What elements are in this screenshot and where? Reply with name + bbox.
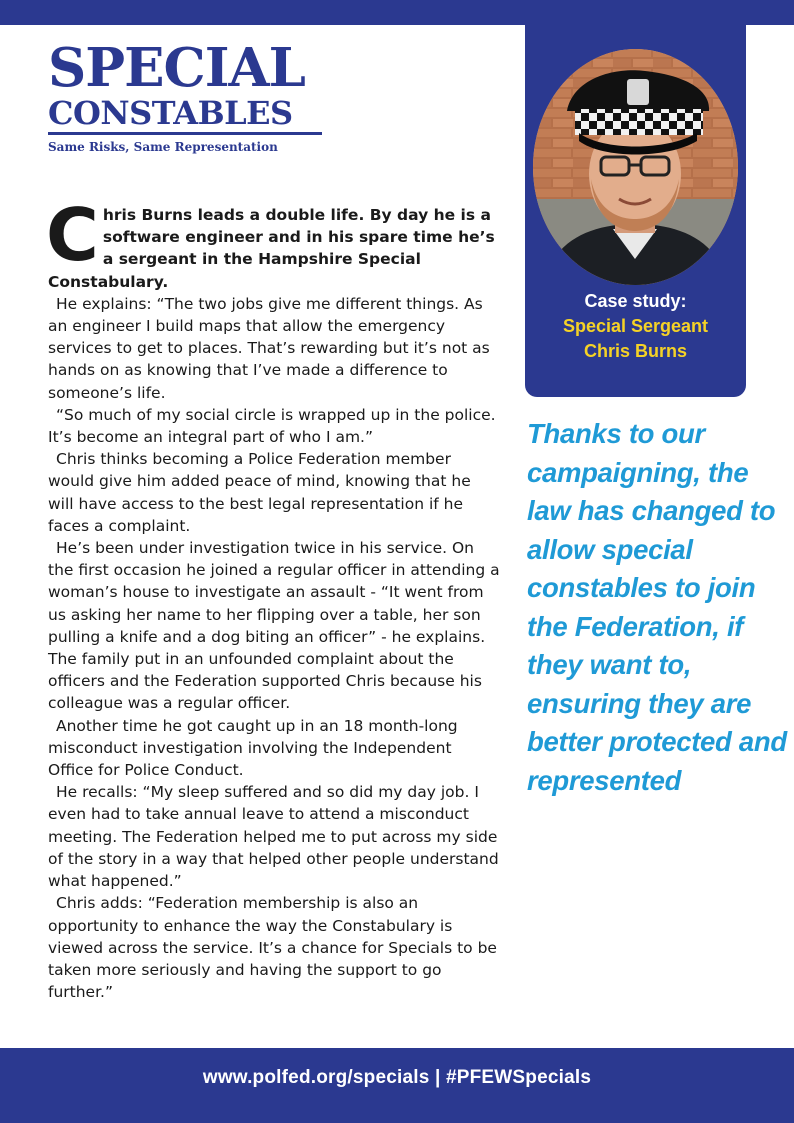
masthead-tagline: Same Risks, Same Representation <box>48 140 278 154</box>
drop-cap: C <box>46 193 99 277</box>
footer-link-text[interactable]: www.polfed.org/specials | #PFEWSpecials <box>202 1067 592 1088</box>
officer-portrait-photo <box>533 49 738 285</box>
article-paragraph: Chris adds: “Federation membership is also an opportunity to enhance the way the Constabulary is viewed across the service. It’s a chance for Specials to be taken more seriously and having the support to go further.” <box>48 894 497 1002</box>
lead-text: hris Burns leads a double life. By day he is a software engineer and in his spare time he’s a sergeant in the Hampshire Special Constabulary. <box>48 206 495 291</box>
caption-name: Chris Burns <box>583 341 688 361</box>
pull-quote: Thanks to our campaigning, the law has changed to allow special constables to join the Federation, if they want to, ensuring they are better protected and represented <box>527 418 787 796</box>
article-paragraph: Chris thinks becoming a Police Federation member would give him added peace of mind, knowing that he will have access to the best legal representation if he faces a complaint. <box>48 450 471 535</box>
caption-rank: Special Sergeant <box>562 316 709 336</box>
masthead-title-line2: CONSTABLES <box>48 94 293 132</box>
article-paragraph: He’s been under investigation twice in his service. On the first occasion he joined a regular officer in attending a woman’s house to investigate an assault - “It went from us asking her name to her flipping over a table, her son pulling a knife and a dog biting an officer” - he explains. The family put in an unfounded complaint about the officers and the Federation supported Chris because his colleague was a regular officer. <box>48 539 500 713</box>
officer-portrait-icon <box>533 49 738 285</box>
caption-heading: Case study: <box>584 291 687 311</box>
masthead-title-line1: SPECIAL <box>48 37 305 99</box>
case-study-panel <box>525 25 746 397</box>
article-paragraph: He explains: “The two jobs give me different things. As an engineer I build maps that allow the emergency services to get to places. That’s rewarding but it’s not as hands on as knowing that I’ve made a difference to someone’s life. <box>48 294 490 402</box>
article-paragraph: Another time he got caught up in an 18 month-long misconduct investigation involving the Independent Office for Police Conduct. <box>48 716 458 780</box>
top-bar <box>0 0 794 25</box>
masthead <box>48 37 328 154</box>
article-body <box>46 193 500 1003</box>
article-paragraph: He recalls: “My sleep suffered and so did my day job. I even had to take annual leave to attend a misconduct meeting. The Federation helped me to put across my side of the story in a way that helped other people understand what happened.” <box>48 783 499 891</box>
masthead-rule <box>48 132 322 135</box>
article-paragraph: “So much of my social circle is wrapped up in the police. It’s become an integral part of who I am.” <box>48 405 496 447</box>
case-study-caption <box>525 289 746 364</box>
article-lead <box>46 193 500 293</box>
